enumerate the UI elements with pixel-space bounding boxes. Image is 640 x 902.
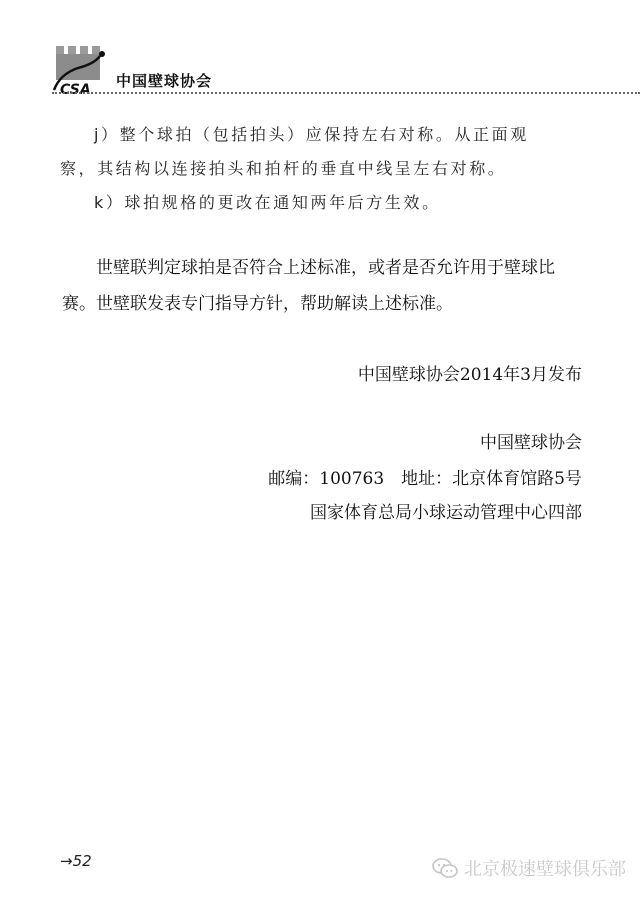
rule-item-j-line1: j）整个球拍（包括拍头）应保持左右对称。从正面观 — [94, 125, 529, 144]
logo-text: CSA — [60, 82, 91, 96]
wechat-icon — [432, 857, 458, 879]
header-title: 中国壁球协会 — [116, 72, 213, 90]
castle-racket-logo-icon — [52, 44, 108, 96]
page-number: →52 — [60, 852, 92, 870]
main-paragraph: 世壁联判定球拍是否符合上述标准，或者是否允许用于壁球比赛。世壁联发表专门指导方针，帮助解读上述标准。 — [62, 258, 555, 314]
rule-item-k — [94, 186, 574, 220]
org-name: 中国壁球协会 — [480, 433, 582, 453]
rule-item-j — [60, 118, 574, 186]
rule-item-j-line2: 察，其结构以连接拍头和拍杆的垂直中线呈左右对称。 — [60, 159, 507, 178]
org-address: 邮编：100763 地址：北京体育馆路5号 — [268, 469, 582, 489]
publish-statement: 中国壁球协会2014年3月发布 — [357, 365, 582, 385]
csa-logo — [52, 44, 108, 96]
watermark-text: 北京极速壁球俱乐部 — [464, 859, 626, 880]
org-department: 国家体育总局小球运动管理中心四部 — [310, 503, 582, 523]
watermark — [432, 855, 626, 881]
header-divider — [52, 92, 640, 94]
rule-item-k-line1: k）球拍规格的更改在通知两年后方生效。 — [94, 193, 441, 212]
